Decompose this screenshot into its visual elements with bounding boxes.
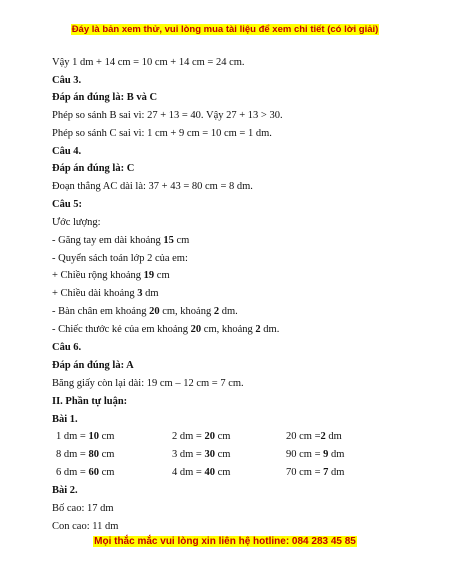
estimate-line — [52, 288, 159, 300]
conversion-cell — [286, 467, 344, 479]
conversion-answer: 20 — [204, 431, 215, 442]
conversion-unit: cm — [98, 431, 115, 442]
estimate-value: 2 — [255, 324, 261, 335]
conversion-unit: cm — [214, 431, 231, 442]
conversion-expression: 20 cm = — [286, 431, 321, 442]
conversion-answer: 2 — [320, 431, 326, 442]
conversion-unit: dm — [325, 431, 342, 442]
estimate-line — [52, 270, 170, 282]
conversion-answer: 30 — [204, 449, 215, 460]
conversion-cell — [286, 449, 344, 461]
paragraph-line: Ước lượng: — [52, 217, 101, 228]
conversion-cell — [56, 449, 114, 461]
estimate-line — [52, 306, 238, 318]
conversion-unit: cm — [214, 449, 231, 460]
estimate-value: 20 — [190, 324, 202, 335]
hotline-text: Mọi thắc mắc vui lòng xin liên hệ hotline: 084 283 45 85 — [94, 536, 356, 547]
line-text: dm — [142, 288, 159, 299]
paragraph-line: Phép so sánh B sai vì: 27 + 13 = 40. Vậy 27 + 13 > 30. — [52, 110, 283, 121]
estimate-line — [52, 235, 189, 247]
conversion-answer: 9 — [323, 449, 329, 460]
line-text: - Bàn chân em khoảng — [52, 306, 150, 317]
line-text: - Chiếc thước kẻ của em khoảng — [52, 324, 191, 335]
conversion-cell — [56, 467, 114, 479]
section-heading: Câu 3. — [52, 75, 82, 86]
preview-notice-text: Đáy là bản xem thử, vui lòng mua tài liệu để xem chi tiết (có lời giải) — [71, 24, 379, 35]
paragraph-line: Phép so sánh C sai vì: 1 cm + 9 cm = 10 cm = 1 dm. — [52, 128, 272, 139]
conversion-unit: dm — [328, 467, 345, 478]
section-heading: Đáp án đúng là: B và C — [52, 92, 158, 103]
conversion-expression: 90 cm = — [286, 449, 324, 460]
line-text: cm — [173, 235, 190, 246]
estimate-line — [52, 324, 279, 336]
conversion-cell — [172, 467, 230, 479]
section-heading: Câu 6. — [52, 342, 82, 353]
line-text: cm — [154, 270, 170, 281]
section-heading: Câu 5: — [52, 199, 83, 210]
line-text: dm. — [260, 324, 280, 335]
paragraph-line: Bố cao: 17 dm — [52, 503, 114, 514]
section-heading: II. Phần tự luận: — [52, 396, 128, 407]
paragraph-line: Đoạn thẳng AC dài là: 37 + 43 = 80 cm = 8 dm. — [52, 181, 253, 192]
conversion-answer: 10 — [88, 431, 99, 442]
paragraph-line: Con cao: 11 dm — [52, 521, 119, 532]
paragraph-line: - Quyển sách toán lớp 2 của em: — [52, 253, 188, 264]
estimate-value: 3 — [137, 288, 143, 299]
conversion-answer: 80 — [88, 449, 99, 460]
section-heading: Đáp án đúng là: C — [52, 163, 135, 174]
conversion-cell — [56, 431, 114, 443]
estimate-value: 15 — [163, 235, 174, 246]
line-text: dm. — [219, 306, 238, 317]
conversion-expression: 3 dm = — [172, 449, 205, 460]
hotline-banner — [0, 536, 450, 547]
estimate-value: 20 — [149, 306, 160, 317]
line-text: cm, khoảng — [201, 324, 256, 335]
estimate-value: 19 — [143, 270, 155, 281]
line-text: + Chiều rộng khoảng — [52, 270, 144, 281]
section-heading: Bài 2. — [52, 485, 78, 496]
conversion-unit: cm — [214, 467, 231, 478]
conversion-expression: 8 dm = — [56, 449, 89, 460]
section-heading: Bài 1. — [52, 414, 78, 425]
conversion-expression: 4 dm = — [172, 467, 205, 478]
section-heading: Đáp án đúng là: A — [52, 360, 134, 371]
conversion-answer: 7 — [323, 467, 329, 478]
conversion-cell — [286, 431, 342, 443]
section-heading: Câu 4. — [52, 146, 82, 157]
conversion-cell — [172, 431, 230, 443]
preview-notice-banner — [0, 24, 450, 35]
conversion-expression: 70 cm = — [286, 467, 324, 478]
estimate-value: 2 — [213, 306, 220, 317]
conversion-unit: dm — [328, 449, 345, 460]
conversion-unit: cm — [98, 467, 115, 478]
conversion-cell — [172, 449, 230, 461]
conversion-unit: cm — [98, 449, 115, 460]
paragraph-line: Vậy 1 dm + 14 cm = 10 cm + 14 cm = 24 cm. — [52, 57, 245, 68]
conversion-expression: 1 dm = — [56, 431, 89, 442]
conversion-answer: 60 — [88, 467, 99, 478]
line-text: + Chiều dài khoảng — [52, 288, 138, 299]
conversion-expression: 6 dm = — [56, 467, 89, 478]
line-text: cm, khoảng — [159, 306, 214, 317]
line-text: - Găng tay em dài khoảng — [52, 235, 164, 246]
conversion-answer: 40 — [204, 467, 215, 478]
conversion-expression: 2 dm = — [172, 431, 205, 442]
paragraph-line: Băng giấy còn lại dài: 19 cm – 12 cm = 7 cm. — [52, 378, 244, 389]
